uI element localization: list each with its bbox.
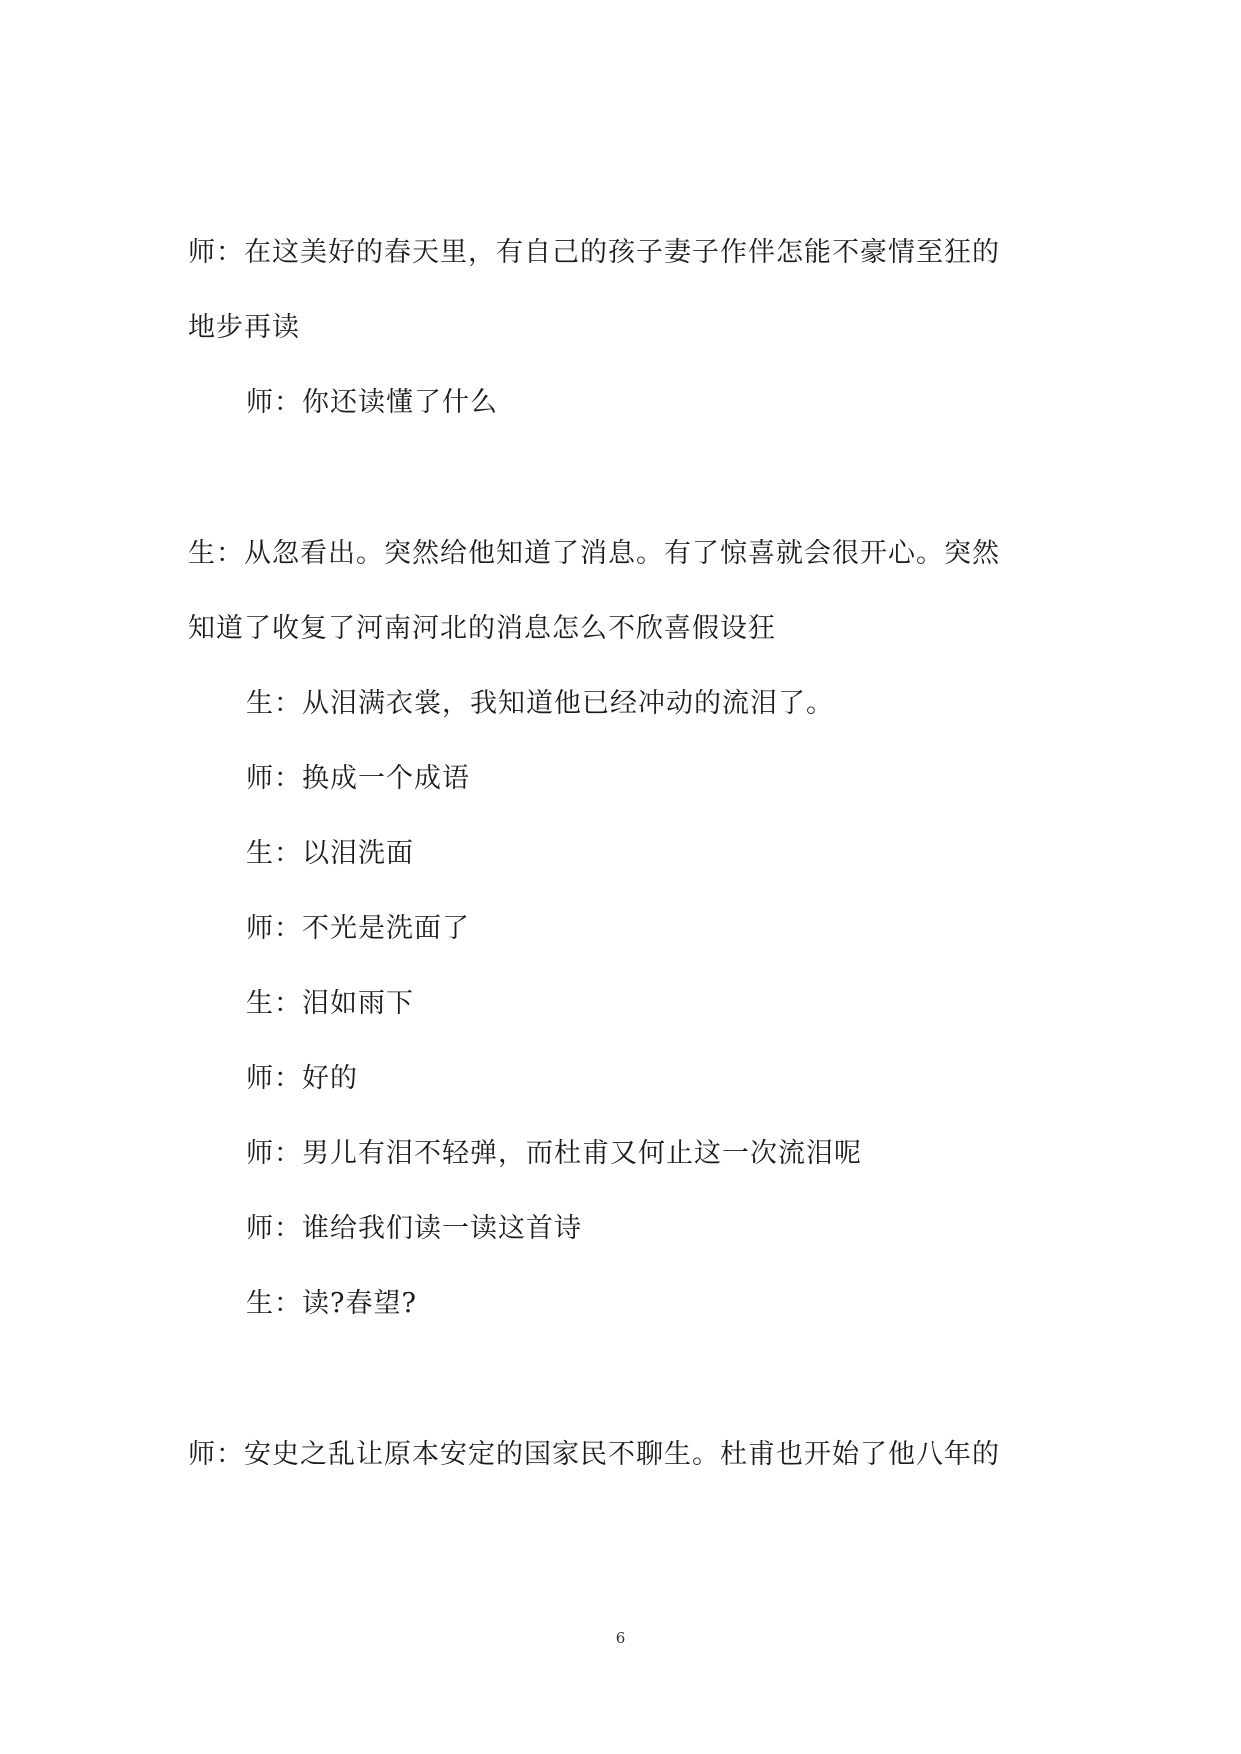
- page-number: 6: [615, 1629, 626, 1647]
- paragraph-line: 生：泪如雨下: [246, 988, 414, 1019]
- paragraph-line: 师：你还读懂了什么: [246, 387, 498, 418]
- paragraph-line: 师：谁给我们读一读这首诗: [246, 1213, 582, 1244]
- paragraph-line: 生：从忽看出。突然给他知道了消息。有了惊喜就会很开心。突然: [188, 538, 1000, 569]
- paragraph-line: 师：好的: [246, 1063, 358, 1094]
- paragraph-line: 生：读?春望?: [246, 1288, 417, 1319]
- paragraph-line: 生：从泪满衣裳，我知道他已经冲动的流泪了。: [246, 688, 834, 719]
- paragraph-line: 师：不光是洗面了: [246, 913, 470, 944]
- paragraph-line: 师：换成一个成语: [246, 763, 470, 794]
- paragraph-line: 师：安史之乱让原本安定的国家民不聊生。杜甫也开始了他八年的: [188, 1439, 1000, 1470]
- paragraph-line: 师：在这美好的春天里，有自己的孩子妻子作伴怎能不豪情至狂的: [188, 237, 1000, 268]
- paragraph-line: 地步再读: [188, 312, 300, 343]
- paragraph-line: 生：以泪洗面: [246, 838, 414, 869]
- paragraph-line: 知道了收复了河南河北的消息怎么不欣喜假设狂: [188, 613, 776, 644]
- paragraph-line: 师：男儿有泪不轻弹，而杜甫又何止这一次流泪呢: [246, 1138, 862, 1169]
